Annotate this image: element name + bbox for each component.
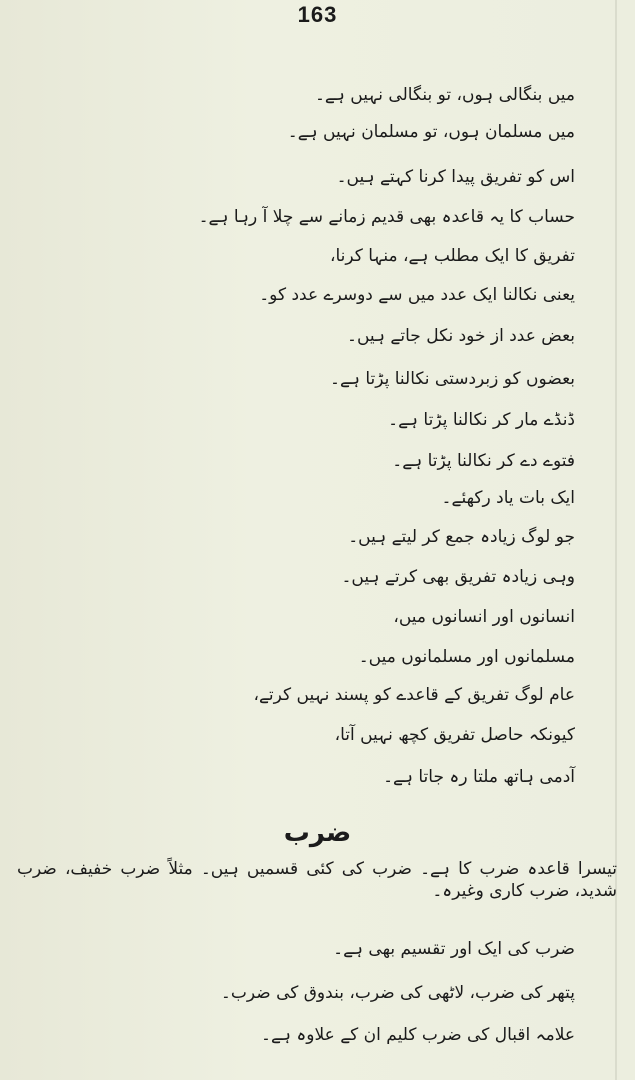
verse-line-11: ایک بات یاد رکھئے۔ [441, 488, 575, 508]
verse-line-16: عام لوگ تفریق کے قاعدے کو پسند نہیں کرتے، [253, 685, 575, 705]
verse-line-10: فتوے دے کر نکالنا پڑتا ہے۔ [392, 451, 575, 471]
verse-line-14: انسانوں اور انسانوں میں، [393, 607, 575, 627]
verse-line-3: اس کو تفریق پیدا کرنا کہتے ہیں۔ [336, 167, 575, 187]
verse-line-6: یعنی نکالنا ایک عدد میں سے دوسرے عدد کو۔ [259, 285, 575, 305]
verse-line-15: مسلمانوں اور مسلمانوں میں۔ [358, 647, 575, 667]
verse-line-8: بعضوں کو زبردستی نکالنا پڑتا ہے۔ [330, 369, 575, 389]
section-heading: ضرب [283, 818, 352, 848]
verse-line-12: جو لوگ زیادہ جمع کر لیتے ہیں۔ [348, 527, 575, 547]
verse2-line-1: ضرب کی ایک اور تقسیم بھی ہے۔ [333, 939, 575, 959]
verse-line-18: آدمی ہاتھ ملتا رہ جاتا ہے۔ [383, 767, 575, 787]
verse-line-4: حساب کا یہ قاعدہ بھی قدیم زمانے سے چلا آ رہا ہے۔ [198, 207, 575, 227]
verse-line-17: کیونکہ حاصل تفریق کچھ نہیں آتا، [334, 725, 575, 745]
section-paragraph: تیسرا قاعدہ ضرب کا ہے۔ ضرب کی کئی قسمیں ہیں۔ مثلاً ضرب خفیف، ضرب شدید، ضرب کاری وغیرہ۔ [17, 859, 617, 901]
verse-line-7: بعض عدد از خود نکل جاتے ہیں۔ [347, 326, 575, 346]
verse2-line-2: پتھر کی ضرب، لاٹھی کی ضرب، بندوق کی ضرب۔ [220, 983, 575, 1003]
verse2-line-3: علامہ اقبال کی ضرب کلیم ان کے علاوہ ہے۔ [261, 1025, 575, 1045]
verse-line-13: وہی زیادہ تفریق بھی کرتے ہیں۔ [341, 567, 575, 587]
verse-line-5: تفریق کا ایک مطلب ہے، منہا کرنا، [329, 246, 575, 266]
verse-line-9: ڈنڈے مار کر نکالنا پڑتا ہے۔ [388, 410, 575, 430]
verse-line-2: میں مسلمان ہوں، تو مسلمان نہیں ہے۔ [287, 122, 575, 142]
page-number: 163 [297, 2, 338, 27]
verse-line-1: میں بنگالی ہوں، تو بنگالی نہیں ہے۔ [314, 85, 575, 105]
